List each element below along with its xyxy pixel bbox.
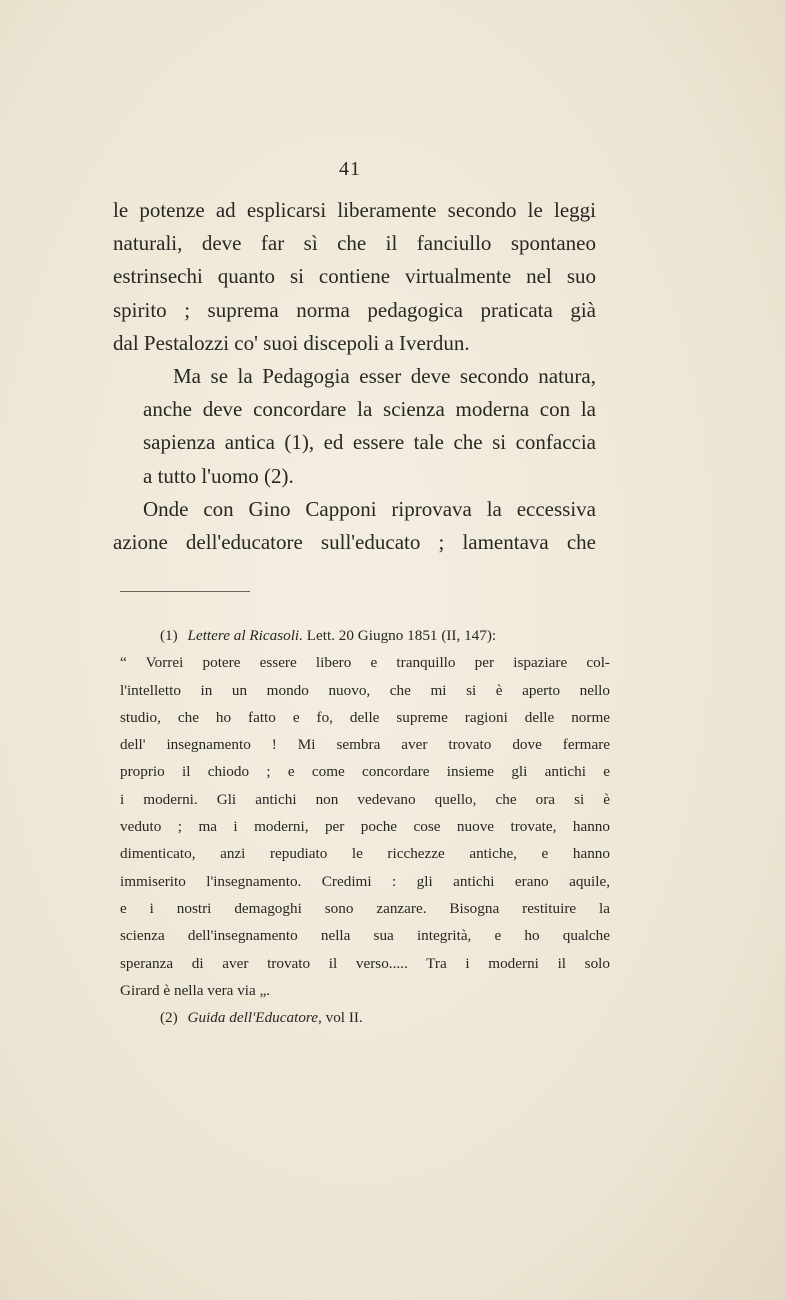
footnote-line: Girard è nella vera via „. [120,981,271,999]
paragraph-1 [113,194,596,360]
text-line: naturali, deve far sì che il fanciullo spontaneo [113,231,596,256]
paragraph-2 [113,360,596,493]
footnote-line: speranza di aver trovato il verso..... Tra i moderni il solo [120,954,610,972]
footnote-line: dell' insegnamento ! Mi sembra aver trovato dove fermare [120,736,610,754]
footnote-2-marker: (2) [160,1009,178,1027]
footnote-1-source-title: Lettere al Ricasoli. [187,627,303,644]
footnote-line: proprio il chiodo ; e come concordare insieme gli antichi e [120,763,610,781]
footnote-line: “ Vorrei potere essere libero e tranquillo per ispaziare col- [120,654,610,672]
text-line: azione dell'educatore sull'educato ; lamentava che [113,530,596,555]
footnotes [120,622,610,1031]
text-line: a tutto l'uomo (2). [143,463,294,488]
footnote-line: studio, che ho fatto e fo, delle supreme ragioni delle norme [120,708,610,726]
text-line: spirito ; suprema norma pedagogica praticata già [113,297,596,322]
footnote-2-source-ref: vol II. [325,1009,363,1027]
text-line: le potenze ad esplicarsi liberamente secondo le leggi [113,198,596,222]
footnote-line: l'intelletto in un mondo nuovo, che mi si è aperto nello [120,681,610,699]
paragraph-3 [113,493,596,559]
page-number: 41 [339,158,361,180]
footnote-line: i moderni. Gli antichi non vedevano quello, che ora si è [120,790,610,808]
text-line: anche deve concordare la scienza moderna con la [143,397,596,422]
footnote-1-source-ref: Lett. 20 Giugno 1851 (II, 147): [306,627,497,644]
footnote-divider [120,591,250,592]
text-line: sapienza antica (1), ed essere tale che si confaccia [143,430,596,455]
text-line: Onde con Gino Capponi riprovava la eccessiva [143,496,596,521]
text-line: estrinsechi quanto si contiene virtualmente nel suo [113,264,596,289]
footnote-2-source-title: Guida dell'Educatore, [187,1009,322,1027]
footnote-line: immiserito l'insegnamento. Credimi : gli antichi erano aquile, [120,872,610,890]
footnote-2 [120,1004,610,1031]
footnote-line: scienza dell'insegnamento nella sua integrità, e ho qualche [120,927,610,945]
body-text [113,194,596,559]
footnote-1-marker: (1) [160,627,178,644]
footnote-line: dimenticato, anzi repudiato le ricchezze antiche, e hanno [120,845,610,863]
text-line: dal Pestalozzi co' suoi discepoli a Iverdun. [113,330,470,355]
footnote-line: veduto ; ma i moderni, per poche cose nuove trovate, hanno [120,818,610,836]
footnote-line: e i nostri demagoghi sono zanzare. Bisogna restituire la [120,899,610,917]
text-line: Ma se la Pedagogia esser deve secondo natura, [173,364,596,389]
footnote-1-header [120,622,610,649]
